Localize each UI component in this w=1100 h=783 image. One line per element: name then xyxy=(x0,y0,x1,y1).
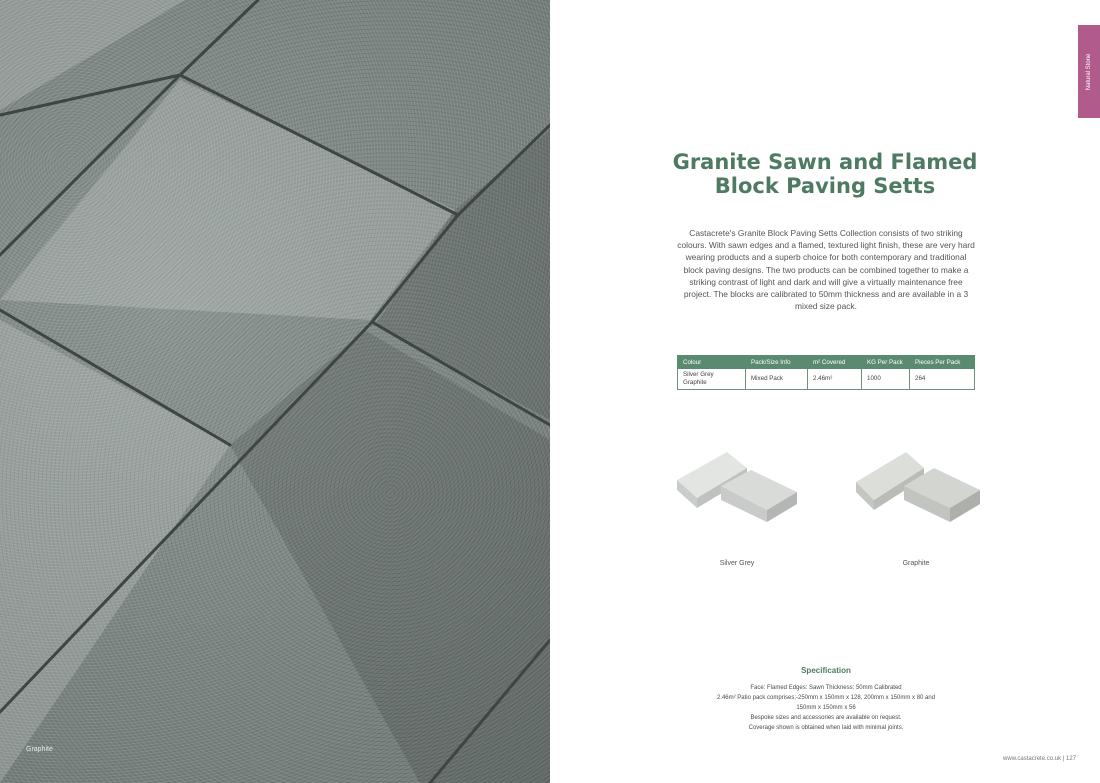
cell-pieces: 264 xyxy=(910,369,975,390)
silver-grey-block-image xyxy=(667,448,807,558)
table-row xyxy=(678,369,975,390)
page-number: 127 xyxy=(1065,756,1076,762)
cell-covered: 2.46m² xyxy=(808,369,862,390)
col-covered: m² Covered xyxy=(808,356,862,369)
product-silver-grey xyxy=(667,448,807,567)
section-tab xyxy=(1078,25,1100,118)
col-kg: KG Per Pack xyxy=(862,356,910,369)
spec-line-3: 150mm x 150mm x 56 xyxy=(796,705,856,711)
product-table xyxy=(677,355,975,390)
spec-line-2: 2.46m² Patio pack comprises;-250mm x 150mm x 128, 200mm x 150mm x 80 and xyxy=(716,695,936,701)
section-tab-label: Natural Stone xyxy=(1086,53,1092,90)
cell-colour-line-2: Graphite xyxy=(683,379,707,386)
graphite-block-image xyxy=(846,448,986,558)
cell-colour-line-1: Silver Grey xyxy=(683,371,714,378)
page-title-line-2: Block Paving Setts xyxy=(714,174,936,198)
spec-line-4: Bespoke sizes and accessories are available on request. xyxy=(750,715,902,721)
cell-colour xyxy=(678,369,746,390)
intro-paragraph: Castacrete's Granite Block Paving Setts Collection consists of two striking colours. With sawn edges and a flamed, textured light finish, these are very hard wearing products and a superb choice for both contemporary and traditional block paving designs. The two products can be combined together to make a striking contrast of light and dark and will give a virtually maintenance free project. The blocks are calibrated to 50mm thickness and are available in a 3 mixed size pack. xyxy=(677,228,975,312)
spec-line-5: Coverage shown is obtained when laid with minimal joints. xyxy=(748,725,904,731)
col-pieces: Pieces Per Pack xyxy=(910,356,975,369)
spec-line-1: Face: Flamed Edges: Sawn Thickness: 50mm Calibrated xyxy=(750,685,902,691)
col-colour: Colour xyxy=(678,356,746,369)
specification-heading: Specification xyxy=(801,666,851,675)
product-label-silver-grey: Silver Grey xyxy=(719,560,755,567)
product-graphite xyxy=(846,448,986,567)
cell-pack: Mixed Pack xyxy=(746,369,808,390)
footer-separator: | xyxy=(1062,756,1065,762)
photo-caption: Graphite xyxy=(26,746,53,753)
cell-kg: 1000 xyxy=(862,369,910,390)
page-title-line-1: Granite Sawn and Flamed xyxy=(672,150,978,174)
table-header-row xyxy=(678,356,975,369)
footer-url[interactable]: www.castacrete.co.uk xyxy=(1003,756,1062,762)
page-footer xyxy=(1003,756,1076,762)
col-pack: Pack/Size Info xyxy=(746,356,808,369)
product-label-graphite: Graphite xyxy=(902,560,930,567)
page-title xyxy=(640,150,1010,198)
